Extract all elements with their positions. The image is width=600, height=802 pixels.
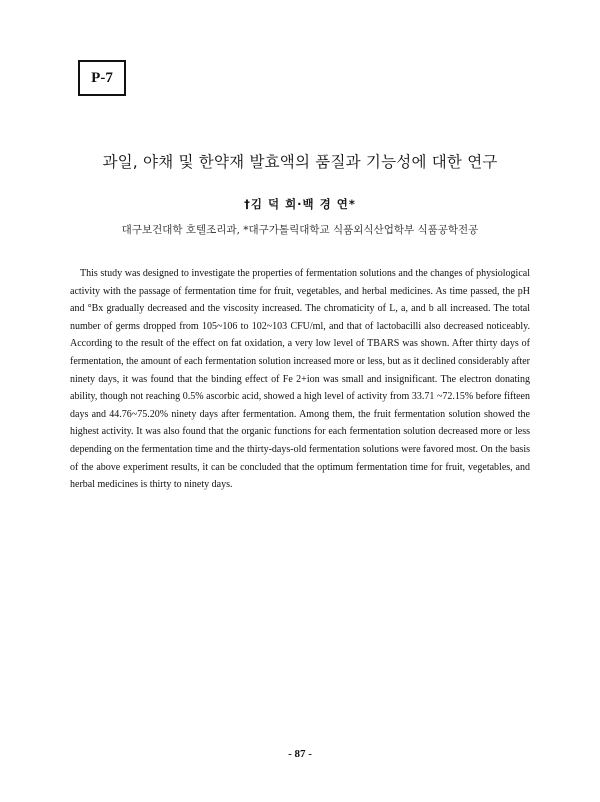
abstract-text: This study was designed to investigate the properties of fermentation solutions and the changes of physiological activity with the passage of fermentation time for fruit, vegetables, and herbal medicines. As time passed, the pH and °Bx gradually decreased and the viscosity increased. The chromaticity of L, a, and b all increased. The total number of germs dropped from 105~106 to 102~103 CFU/ml, and that of lactobacilli also decreased noticeably. According to the result of the effect on fat oxidation, a very low level of TBARS was shown. After thirty days of fermentation, the amount of each fermentation solution increased more or less, but as it declined considerably after ninety days, it was found that the binding effect of Fe 2+ion was small and insignificant. The electron donating ability, though not reaching 0.5% ascorbic acid, showed a high level of activity from 33.71 ~72.15% before fifteen days and 44.76~75.20% ninety days after fermentation. Among them, the fruit fermentation solution showed the highest activity. It was also found that the organic functions for each fermentation solution decreased more or less depending on the fermentation time and the thirty-days-old fermentation solutions were favored most. On the basis of the above experiment results, it can be concluded that the optimum fermentation time for fruit, vegetables, and herbal medicines is thirty to ninety days. [70, 268, 530, 491]
paper-title: 과일, 야채 및 한약재 발효액의 품질과 기능성에 대한 연구 [102, 153, 498, 171]
poster-code-box: P-7 [78, 60, 126, 96]
affiliation: 대구보건대학 호텔조리과, *대구가톨릭대학교 식품외식산업학부 식품공학전공 [121, 224, 479, 236]
page-number: - 87 - [288, 748, 312, 760]
authors: †김 덕 희·백 경 연* [244, 197, 356, 211]
